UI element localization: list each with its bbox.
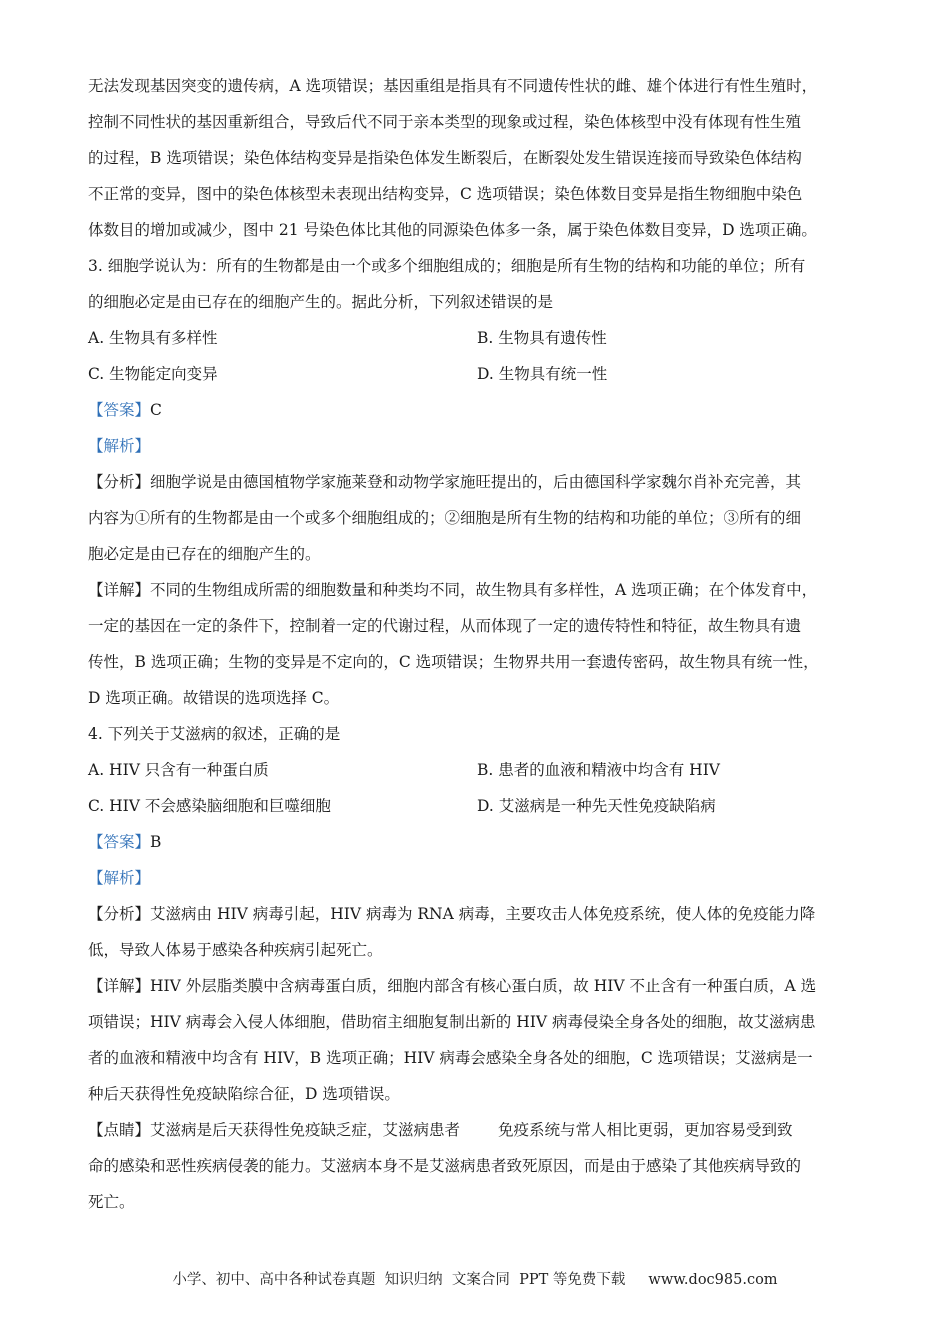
fenxi-text: 艾滋病由 HIV 病毒引起，HIV 病毒为 RNA 病毒，主要攻击人体免疫系统，使人体的免疫能力降 — [150, 905, 816, 923]
dianjing-text: 艾滋病是后天获得性免疫缺乏症，艾滋病患者 — [150, 1121, 461, 1139]
fenxi-line: 低，导致人体易于感染各种疾病引起死亡。 — [88, 941, 383, 959]
analysis-heading: 【解析】 — [88, 437, 151, 455]
xiangjie-line — [88, 968, 866, 1004]
fenxi-line: 内容为①所有的生物都是由一个或多个细胞组成的；②细胞是所有生物的结构和功能的单位；③所有的细 — [88, 509, 802, 527]
option-a: A. 生物具有多样性 — [88, 329, 218, 347]
xiangjie-line: D 选项正确。故错误的选项选择 C。 — [88, 689, 340, 707]
dianjing-line: 命的感染和恶性疾病侵袭的能力。艾滋病本身不是艾滋病患者致死原因，而是由于感染了其他疾病导致的 — [88, 1157, 802, 1175]
dianjing-line: 死亡。 — [88, 1193, 135, 1211]
page-footer: 小学、初中、高中各种试卷真题 知识归纳 文案合同 PPT 等免费下载 www.doc985.com — [172, 1272, 778, 1288]
xiangjie-text: 不同的生物组成所需的细胞数量和种类均不同，故生物具有多样性，A 选项正确；在个体发育中， — [150, 581, 818, 599]
answer-tag: 【答案】 — [88, 401, 151, 419]
text-line: 体数目的增加或减少，图中 21 号染色体比其他的同源染色体多一条，属于染色体数目变异，D 选项正确。 — [88, 221, 817, 239]
option-d: D. 艾滋病是一种先天性免疫缺陷病 — [477, 797, 716, 815]
dianjing-tag: 【点睛】 — [88, 1121, 151, 1139]
fenxi-line: 胞必定是由已存在的细胞产生的。 — [88, 545, 321, 563]
fenxi-tag: 【分析】 — [88, 473, 151, 491]
xiangjie-line: 传性，B 选项正确；生物的变异是不定向的，C 选项错误；生物界共用一套遗传密码，故生物具有统一性， — [88, 653, 819, 671]
question-4-options-row2 — [88, 788, 866, 824]
option-c: C. 生物能定向变异 — [88, 365, 218, 383]
answer-tag: 【答案】 — [88, 833, 151, 851]
question-3-options-row1 — [88, 320, 866, 356]
text-line: 的过程，B 选项错误；染色体结构变异是指染色体发生断裂后，在断裂处发生错误连接而导致染色体结构 — [88, 149, 802, 167]
xiangjie-line: 者的血液和精液中均含有 HIV，B 选项正确；HIV 病毒会感染全身各处的细胞，C 选项错误；艾滋病是一 — [88, 1049, 813, 1067]
fenxi-line — [88, 464, 866, 500]
analysis-heading: 【解析】 — [88, 869, 151, 887]
xiangjie-line: 项错误；HIV 病毒会入侵人体细胞，借助宿主细胞复制出新的 HIV 病毒侵染全身各处的细胞，故艾滋病患 — [88, 1013, 816, 1031]
document-page — [88, 68, 866, 1220]
xiangjie-line — [88, 572, 866, 608]
xiangjie-line: 种后天获得性免疫缺陷综合征，D 选项错误。 — [88, 1085, 400, 1103]
text-line: 无法发现基因突变的遗传病，A 选项错误；基因重组是指具有不同遗传性状的雌、雄个体进行有性生殖时， — [88, 77, 818, 95]
question-3-options-row2 — [88, 356, 866, 392]
question-4-stem: 4. 下列关于艾滋病的叙述，正确的是 — [88, 725, 341, 743]
answer-value: B — [150, 833, 162, 851]
answer-line — [88, 392, 866, 428]
question-4-options-row1 — [88, 752, 866, 788]
xiangjie-text: HIV 外层脂类膜中含病毒蛋白质，细胞内部含有核心蛋白质，故 HIV 不止含有一种蛋白质，A 选 — [150, 977, 817, 995]
xiangjie-tag: 【详解】 — [88, 581, 151, 599]
fenxi-tag: 【分析】 — [88, 905, 151, 923]
dianjing-text: 免疫系统与常人相比更弱，更加容易受到致 — [498, 1121, 793, 1139]
option-b: B. 患者的血液和精液中均含有 HIV — [477, 761, 721, 779]
text-line: 不正常的变异，图中的染色体核型未表现出结构变异，C 选项错误；染色体数目变异是指生物细胞中染色 — [88, 185, 803, 203]
option-c: C. HIV 不会感染脑细胞和巨噬细胞 — [88, 797, 331, 815]
text-line: 控制不同性状的基因重新组合，导致后代不同于亲本类型的现象或过程，染色体核型中没有体现有性生殖 — [88, 113, 802, 131]
option-b: B. 生物具有遗传性 — [477, 329, 607, 347]
question-3-stem: 的细胞必定是由已存在的细胞产生的。据此分析，下列叙述错误的是 — [88, 293, 554, 311]
dianjing-line — [88, 1112, 866, 1148]
answer-value: C — [150, 401, 162, 419]
fenxi-text: 细胞学说是由德国植物学家施莱登和动物学家施旺提出的，后由德国科学家魏尔肖补充完善，其 — [150, 473, 802, 491]
option-a: A. HIV 只含有一种蛋白质 — [88, 761, 269, 779]
xiangjie-tag: 【详解】 — [88, 977, 151, 995]
fenxi-line — [88, 896, 866, 932]
xiangjie-line: 一定的基因在一定的条件下，控制着一定的代谢过程，从而体现了一定的遗传特性和特征，故生物具有遗 — [88, 617, 802, 635]
question-3-stem: 3. 细胞学说认为：所有的生物都是由一个或多个细胞组成的；细胞是所有生物的结构和功能的单位；所有 — [88, 257, 806, 275]
option-d: D. 生物具有统一性 — [477, 365, 608, 383]
answer-line — [88, 824, 866, 860]
